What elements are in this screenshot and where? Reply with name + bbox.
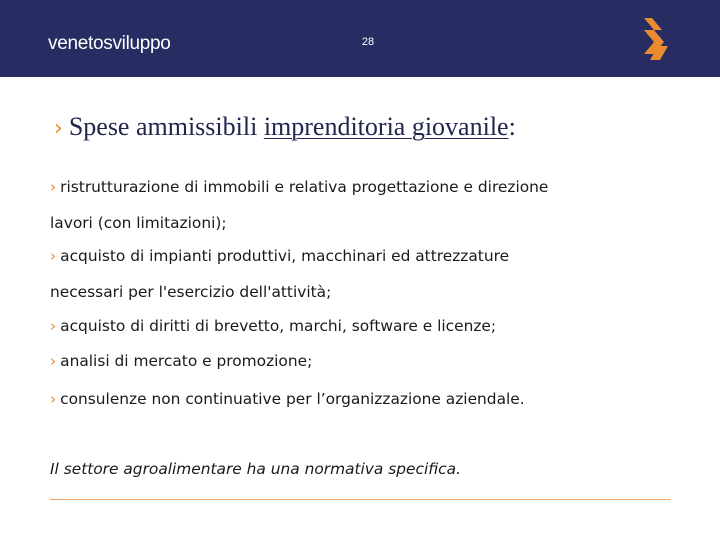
bullet-item	[50, 343, 670, 379]
bullet-text: consulenze non continuative per l’organizzazione aziendale.	[60, 390, 525, 408]
footnote: Il settore agroalimentare ha una normativa specifica.	[50, 460, 461, 478]
bullet-chevron-icon: ›	[50, 247, 57, 265]
bullet-line	[50, 308, 670, 344]
bullet-line	[50, 169, 670, 205]
bullet-text: analisi di mercato e promozione;	[60, 352, 313, 370]
bullet-text: ristrutturazione di immobili e relativa progettazione e direzione	[60, 178, 549, 196]
title-chevron-icon: ›	[54, 116, 63, 141]
bullet-line	[50, 343, 670, 379]
bullet-line	[50, 381, 670, 417]
bullet-item	[50, 169, 670, 241]
brand-logo-text: venetosviluppo	[48, 33, 171, 54]
bullet-item	[50, 381, 670, 417]
bullet-text: acquisto di diritti di brevetto, marchi, software e licenze;	[60, 317, 497, 335]
brand-logo-icon	[640, 16, 674, 62]
bullet-chevron-icon: ›	[50, 390, 57, 408]
bullet-text: acquisto di impianti produttivi, macchinari ed attrezzature	[60, 247, 510, 265]
header-bar	[0, 0, 720, 77]
bullet-chevron-icon: ›	[50, 352, 57, 370]
divider-line	[50, 499, 671, 500]
bullet-line: necessari per l'esercizio dell'attività;	[50, 283, 332, 301]
bullet-chevron-icon: ›	[50, 178, 57, 196]
bullet-item	[50, 308, 670, 344]
title-underlined: imprenditoria giovanile	[263, 112, 509, 141]
bullet-item	[50, 238, 670, 310]
bullet-line: lavori (con limitazioni);	[50, 214, 227, 232]
title-suffix: :	[508, 112, 516, 141]
slide-title	[54, 112, 516, 142]
bullet-chevron-icon: ›	[50, 317, 57, 335]
title-prefix: Spese ammissibili	[68, 112, 264, 141]
page-number: 28	[361, 36, 375, 48]
bullet-line	[50, 238, 670, 274]
